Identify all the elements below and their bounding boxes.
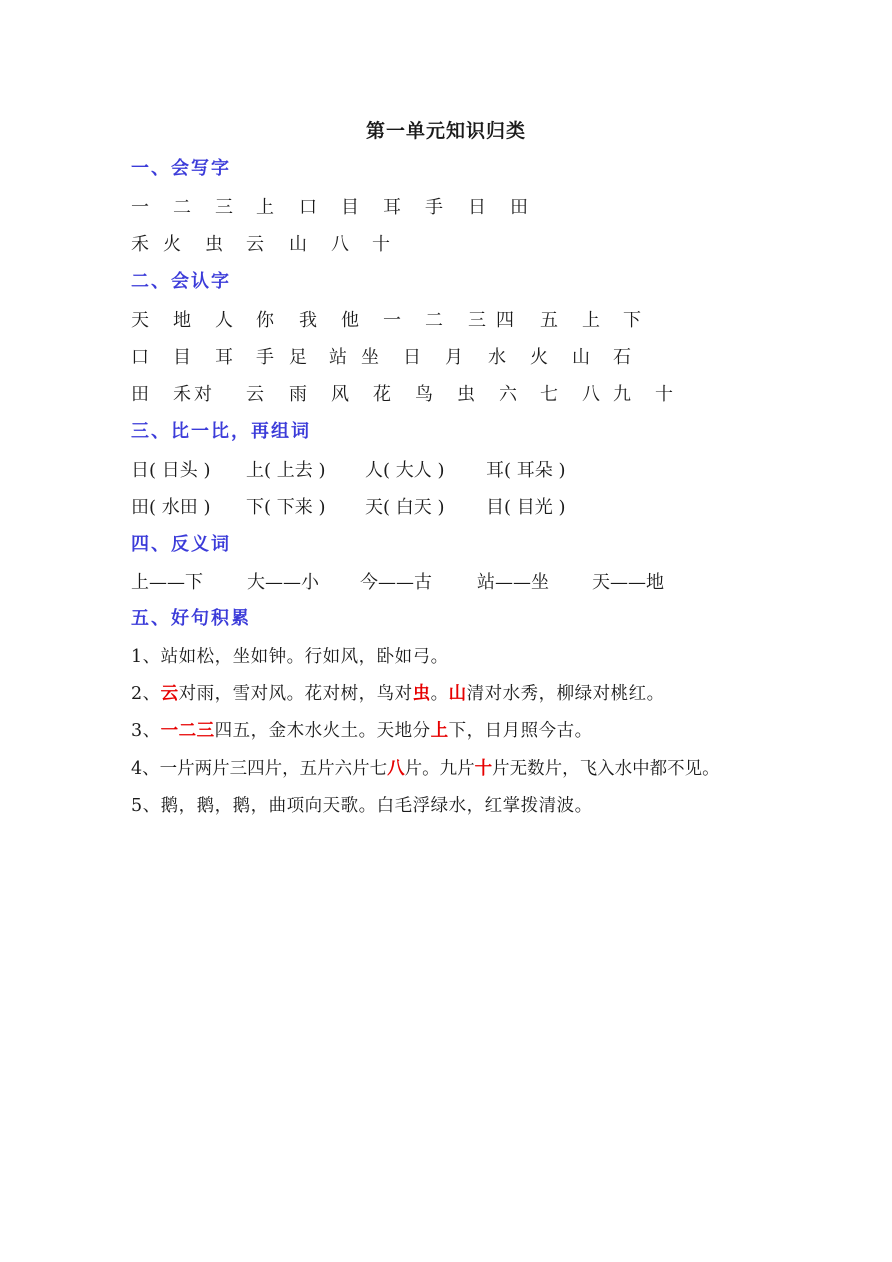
char: 地 xyxy=(173,310,191,331)
char: 月 xyxy=(445,347,463,368)
char: 十 xyxy=(655,384,673,405)
sentence-text: 清对水秀，柳绿对桃红。 xyxy=(466,684,665,704)
char: 日 xyxy=(468,197,486,218)
highlight-char: 上 xyxy=(430,721,449,741)
antonym-pair: 上——下 xyxy=(131,572,203,593)
highlight-char: 一二三 xyxy=(160,721,215,741)
char: 禾 xyxy=(131,234,149,255)
char: 手 xyxy=(256,347,274,368)
char: 八 xyxy=(582,384,600,405)
char: 手 xyxy=(425,197,443,218)
highlight-char: 十 xyxy=(474,759,493,779)
sentence-text: 2、 xyxy=(131,684,161,704)
char: 人 xyxy=(215,310,233,331)
char: 上 xyxy=(256,197,274,218)
char: 十 xyxy=(372,234,390,255)
char: 虫 xyxy=(205,234,223,255)
sentence-1: 1、站如松，坐如钟。行如风，卧如弓。 xyxy=(131,647,449,667)
sentence-3 xyxy=(131,717,593,742)
word-pair: 上( 上去 ) xyxy=(246,460,326,481)
char: 耳 xyxy=(215,347,233,368)
word-pair: 天( 白天 ) xyxy=(365,497,445,518)
char: 坐 xyxy=(361,347,379,368)
char: 田 xyxy=(510,197,528,218)
char: 花 xyxy=(373,384,391,405)
section-heading-antonyms: 四、反义词 xyxy=(131,534,231,555)
word-pair: 耳( 耳朵 ) xyxy=(486,460,566,481)
char: 鸟 xyxy=(415,384,433,405)
char: 云 xyxy=(246,384,264,405)
char: 七 xyxy=(540,384,558,405)
char: 天 xyxy=(131,310,149,331)
char: 二 xyxy=(173,197,191,218)
highlight-char: 云 xyxy=(160,684,179,704)
char: 站 xyxy=(329,347,347,368)
char: 口 xyxy=(299,197,317,218)
char: 石 xyxy=(613,347,631,368)
sentence-text: 片。九片 xyxy=(404,759,475,779)
word-pair: 下( 下来 ) xyxy=(246,497,326,518)
char: 我 xyxy=(299,310,317,331)
section-heading-sentences: 五、好句积累 xyxy=(131,608,251,629)
char: 日 xyxy=(403,347,421,368)
char: 五 xyxy=(540,310,558,331)
char: 田 xyxy=(131,384,149,405)
char: 九 xyxy=(613,384,631,405)
char: 山 xyxy=(572,347,590,368)
word-pair: 日( 日头 ) xyxy=(131,460,211,481)
char: 目 xyxy=(341,197,359,218)
char: 你 xyxy=(256,310,274,331)
char: 一 xyxy=(383,310,401,331)
char: 目 xyxy=(173,347,191,368)
sentence-text: 4、一片两片三四片，五片六片七 xyxy=(131,759,388,779)
section-heading-recognize: 二、会认字 xyxy=(131,271,231,292)
char: 三 xyxy=(468,310,486,331)
sentence-text: 3、 xyxy=(131,721,161,741)
char: 他 xyxy=(341,310,359,331)
antonym-pair: 今——古 xyxy=(360,572,432,593)
sentence-text: 。 xyxy=(430,684,449,704)
sentence-2 xyxy=(131,680,665,705)
char: 下 xyxy=(623,310,641,331)
char: 风 xyxy=(331,384,349,405)
highlight-char: 山 xyxy=(448,684,467,704)
section-heading-compare: 三、比一比，再组词 xyxy=(131,421,311,442)
char: 八 xyxy=(331,234,349,255)
sentence-text: 四五，金木水火土。天地分 xyxy=(214,721,431,741)
sentence-text: 下，日月照今古。 xyxy=(448,721,593,741)
char: 火 xyxy=(163,234,181,255)
char: 二 xyxy=(425,310,443,331)
char: 三 xyxy=(215,197,233,218)
page-title: 第一单元知识归类 xyxy=(365,120,526,142)
sentence-5: 5、鹅，鹅，鹅，曲项向天歌。白毛浮绿水，红掌拨清波。 xyxy=(131,796,593,816)
sentence-4 xyxy=(131,755,720,780)
antonym-pair: 站——坐 xyxy=(477,572,549,593)
char: 火 xyxy=(530,347,548,368)
sentence-text: 对雨，雪对风。花对树，鸟对 xyxy=(178,684,413,704)
char: 上 xyxy=(582,310,600,331)
word-pair: 田( 水田 ) xyxy=(131,497,211,518)
highlight-char: 八 xyxy=(387,759,405,779)
char: 耳 xyxy=(383,197,401,218)
char: 山 xyxy=(289,234,307,255)
word-pair: 目( 目光 ) xyxy=(486,497,566,518)
char: 禾 xyxy=(173,384,191,405)
char: 对 xyxy=(194,384,212,405)
char: 六 xyxy=(499,384,517,405)
word-pair: 人( 大人 ) xyxy=(365,460,445,481)
section-heading-write: 一、会写字 xyxy=(131,158,231,179)
antonym-pair: 天——地 xyxy=(592,572,664,593)
char: 口 xyxy=(131,347,149,368)
antonym-pair: 大——小 xyxy=(247,572,319,593)
char: 水 xyxy=(488,347,506,368)
sentence-text: 片无数片，飞入水中都不见。 xyxy=(492,759,720,779)
char: 一 xyxy=(131,197,149,218)
char: 雨 xyxy=(289,384,307,405)
highlight-char: 虫 xyxy=(412,684,431,704)
char: 云 xyxy=(246,234,264,255)
char: 足 xyxy=(289,347,307,368)
char: 四 xyxy=(496,310,514,331)
char: 虫 xyxy=(457,384,475,405)
